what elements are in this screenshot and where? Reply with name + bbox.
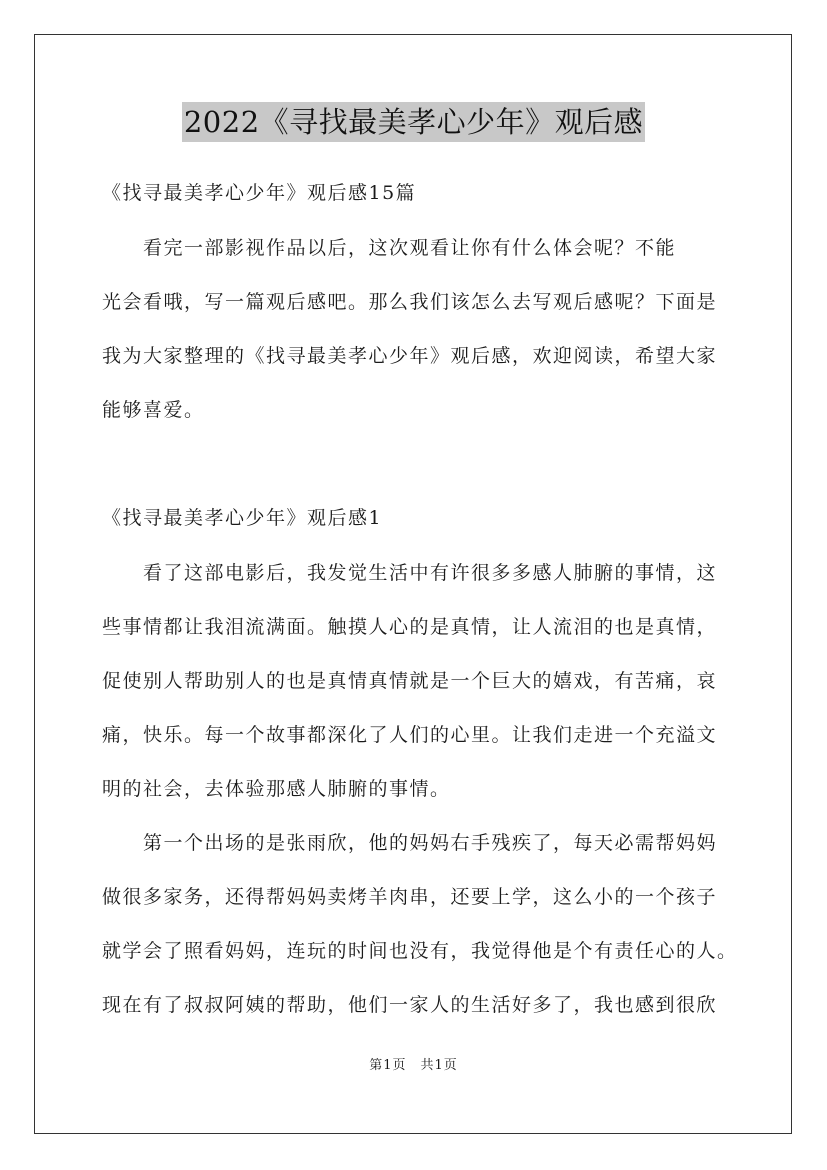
body-line: 促使别人帮助别人的也是真情真情就是一个巨大的嬉戏，有苦痛，哀 <box>102 670 718 692</box>
intro-line: 我为大家整理的《找寻最美孝心少年》观后感，欢迎阅读，希望大家 <box>102 345 718 367</box>
body-line: 就学会了照看妈妈，连玩的时间也没有，我觉得他是个有责任心的人。 <box>102 940 738 962</box>
document-title: 2022《寻找最美孝心少年》观后感 <box>182 102 645 142</box>
page-footer: 第1页 共1页 <box>369 1058 458 1073</box>
section-heading: 《找寻最美孝心少年》观后感1 <box>102 507 383 529</box>
body-line: 明的社会，去体验那感人肺腑的事情。 <box>102 778 451 800</box>
body-line: 痛，快乐。每一个故事都深化了人们的心里。让我们走进一个充溢文 <box>102 724 718 746</box>
document-subtitle: 《找寻最美孝心少年》观后感15篇 <box>102 182 417 204</box>
body-line: 现在有了叔叔阿姨的帮助，他们一家人的生活好多了，我也感到很欣 <box>102 994 718 1016</box>
body-line: 些事情都让我泪流满面。触摸人心的是真情，让人流泪的也是真情， <box>102 616 718 638</box>
body-line: 看了这部电影后，我发觉生活中有许很多多感人肺腑的事情，这 <box>102 562 718 584</box>
title-block <box>0 102 827 142</box>
body-line: 第一个出场的是张雨欣，他的妈妈右手残疾了，每天必需帮妈妈 <box>102 832 718 854</box>
body-line: 做很多家务，还得帮妈妈卖烤羊肉串，还要上学，这么小的一个孩子 <box>102 886 718 908</box>
intro-line: 光会看哦，写一篇观后感吧。那么我们该怎么去写观后感呢？下面是 <box>102 291 718 313</box>
intro-line: 能够喜爱。 <box>102 399 205 421</box>
intro-line: 看完一部影视作品以后，这次观看让你有什么体会呢？不能 <box>102 237 677 259</box>
